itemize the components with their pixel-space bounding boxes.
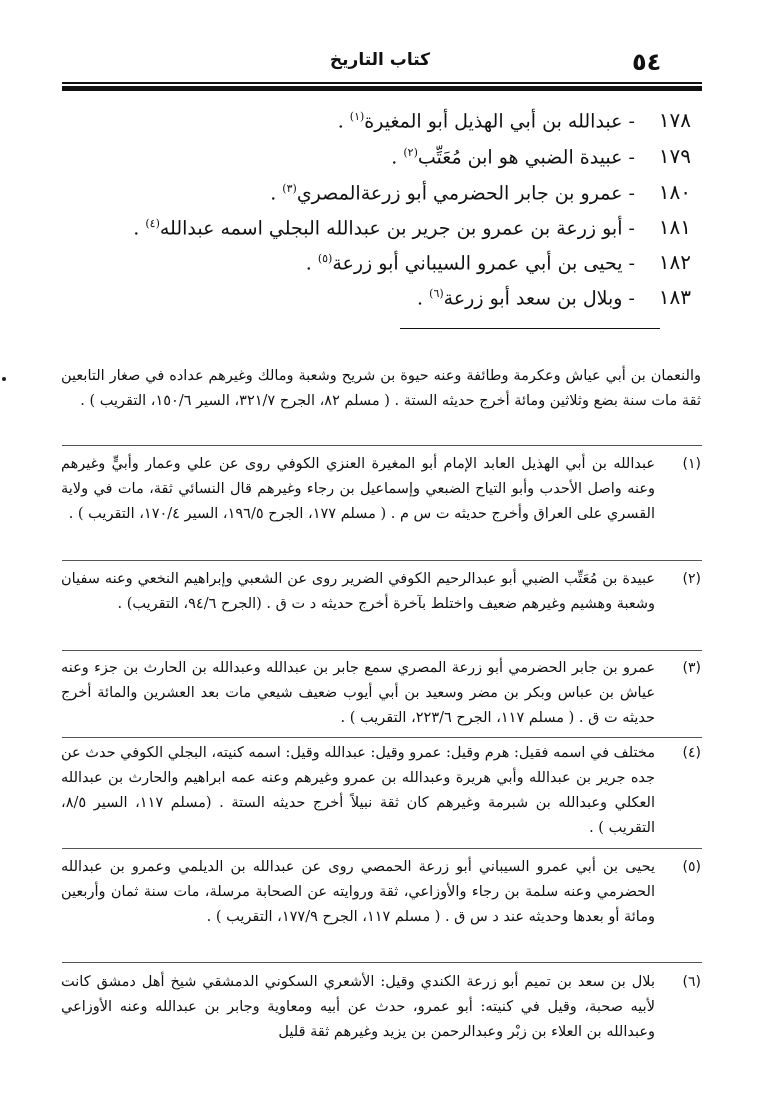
entry-183: [101, 277, 691, 311]
footnote-1: [61, 452, 701, 527]
footnote-ref: (٥): [317, 252, 333, 265]
footnote-ref: (٢): [403, 146, 418, 159]
entry-tail: .: [417, 287, 430, 310]
footnote-divider: [62, 737, 702, 738]
footnote-divider: [62, 962, 702, 963]
entry-182: [101, 242, 691, 276]
entry-text: - عمرو بن جابر الحضرمي أبو زرعةالمصري: [296, 182, 635, 205]
footnote-text: بلال بن سعد بن تميم أبو زرعة الكندي وقيل: الأشعري السكوني الدمشقي شيخ أهل دمشق كانت لأبيه صحبة، وقيل في كنيته: أبو عمرو، حدث عن أبيه ومعاوية وجابر بن عبدالله وعنه الأوزاعي وعبدالله بن العلاء بن زبْر وعبدالرحمن بن يزيد وغيرهم ثقة قليل: [61, 974, 655, 1040]
footnote-divider: [62, 560, 702, 561]
footnote-mark: (٤): [682, 745, 701, 761]
footnote-ref: (٤): [145, 217, 160, 230]
footnote-text: عمرو بن جابر الحضرمي أبو زرعة المصري سمع جابر بن عبدالله وعبدالله بن الحارث بن جزء وعنه عياش بن عباس وبكر بن مضر وسعيد بن أبي أيوب ضعيف شيعي مات بعد العشرين والمائة أخرج حديثه ت ق . ( مسلم ١١٧، الجرح ٢٢٣/٦، التقريب ) .: [61, 660, 655, 726]
entry-number: ١٧٨: [658, 108, 691, 133]
footnote-ref: (١): [349, 110, 365, 123]
running-title: كتاب التاريخ: [329, 50, 431, 70]
footnote-divider: [62, 848, 702, 849]
header-rule-thin: [62, 82, 702, 84]
footnote-mark: (٥): [682, 859, 701, 875]
footnote-text: عبدالله بن أبي الهذيل العابد الإمام أبو المغيرة العنزي الكوفي روى عن علي وعمار وأبيٍّ وغيرهم وعنه واصل الأحدب وأبو التياح الضبعي وإسماعيل بن رجاء وغيرهم قال النسائي ثقة، مات في ولاية القسري على العراق وأخرج حديثه ت س م . ( مسلم ١٧٧، الجرح ١٩٦/٥، السير ١٧٠/٤، التقريب ) .: [61, 456, 655, 522]
entry-number: ١٧٩: [658, 144, 691, 169]
entry-180: [101, 172, 691, 206]
entry-tail: .: [270, 182, 283, 205]
footnote-mark: (١): [682, 456, 701, 472]
footnote-mark: (٣): [682, 660, 701, 676]
entry-text: - عبيدة الضبي هو ابن مُعَتِّب: [417, 146, 635, 169]
footnote-divider: [62, 650, 702, 651]
entry-tail: .: [133, 217, 146, 240]
footnote-6: [61, 970, 701, 1045]
footnote-ref: (٦): [429, 287, 444, 300]
footnote-divider: [62, 445, 702, 446]
footnote-5: [61, 855, 701, 930]
entry-number: ١٨١: [658, 215, 691, 240]
footnote-continuation: [61, 364, 701, 414]
entry-tail: .: [337, 110, 350, 133]
entry-181: [101, 207, 691, 241]
footnote-mark: (٦): [682, 974, 701, 990]
entry-178: [101, 100, 691, 134]
margin-dot: [2, 377, 6, 381]
entry-number: ١٨٠: [658, 180, 691, 205]
footnote-text: والنعمان بن أبي عياش وعكرمة وطائفة وعنه حيوة بن شريح وشعبة ومالك وغيرهم عداده في صغار التابعين ثقة مات سنة بضع وثلاثين ومائة أخرج حديثه الستة . ( مسلم ٨٢، الجرح ٣٢١/٧، السير ١٥٠/٦، التقريب ) .: [61, 368, 701, 409]
entry-text: - عبدالله بن أبي الهذيل أبو المغيرة: [364, 110, 635, 133]
entry-text: - أبو زرعة بن عمرو بن جرير بن عبدالله البجلي اسمه عبدالله: [159, 217, 635, 240]
footnote-text: عبيدة بن مُعَتِّب الضبي أبو عبدالرحيم الكوفي الضرير روى عن الشعبي وإبراهيم النخعي وعنه سفيان وشعبة وهشيم وغيرهم ضعيف واختلط بآخرة أخرج حديثه د ت ق . (الجرح ٩٤/٦، التقريب) .: [61, 571, 655, 612]
footnote-2: [61, 567, 701, 617]
footnote-ref: (٣): [282, 182, 297, 195]
footnote-text: مختلف في اسمه فقيل: هرم وقيل: عمرو وقيل: عبدالله وقيل: اسمه كنيته، البجلي الكوفي حدث عن جده جرير بن عبدالله وأبي هريرة وعبدالله بن عمرو وغيرهم وعنه عمه ابراهيم والحارث بن عبدالله العكلي وعبدالله بن شبرمة وغيرهم كان ثقة نبيلاً أخرج حديثه الستة . (مسلم ١١٧، السير ٨/٥، التقريب ) .: [61, 745, 655, 836]
page-number: ٥٤: [632, 48, 662, 76]
entry-179: [101, 136, 691, 170]
footnote-separator: [400, 328, 660, 329]
header-rule-thick: [62, 86, 702, 91]
entry-tail: .: [305, 252, 318, 275]
entry-number: ١٨٣: [658, 285, 691, 310]
entry-tail: .: [391, 146, 404, 169]
entry-number: ١٨٢: [658, 250, 691, 275]
entry-text: - وبلال بن سعد أبو زرعة: [443, 287, 635, 310]
footnote-text: يحيى بن أبي عمرو السيباني أبو زرعة الحمصي روى عن عبدالله بن الديلمي وعمرو بن عبدالله الحضرمي وعنه سلمة بن رجاء والأوزاعي، ثقة وروايته عن الصحابة مرسلة، مات سنة ثمان وأربعين ومائة أو بعدها وحديثه عند د س ق . ( مسلم ١١٧، الجرح ١٧٧/٩، التقريب ) .: [61, 859, 655, 925]
footnote-3: [61, 656, 701, 731]
footnote-4: [61, 741, 701, 841]
footnote-mark: (٢): [682, 571, 701, 587]
entry-text: - يحيى بن أبي عمرو السيباني أبو زرعة: [332, 252, 635, 275]
